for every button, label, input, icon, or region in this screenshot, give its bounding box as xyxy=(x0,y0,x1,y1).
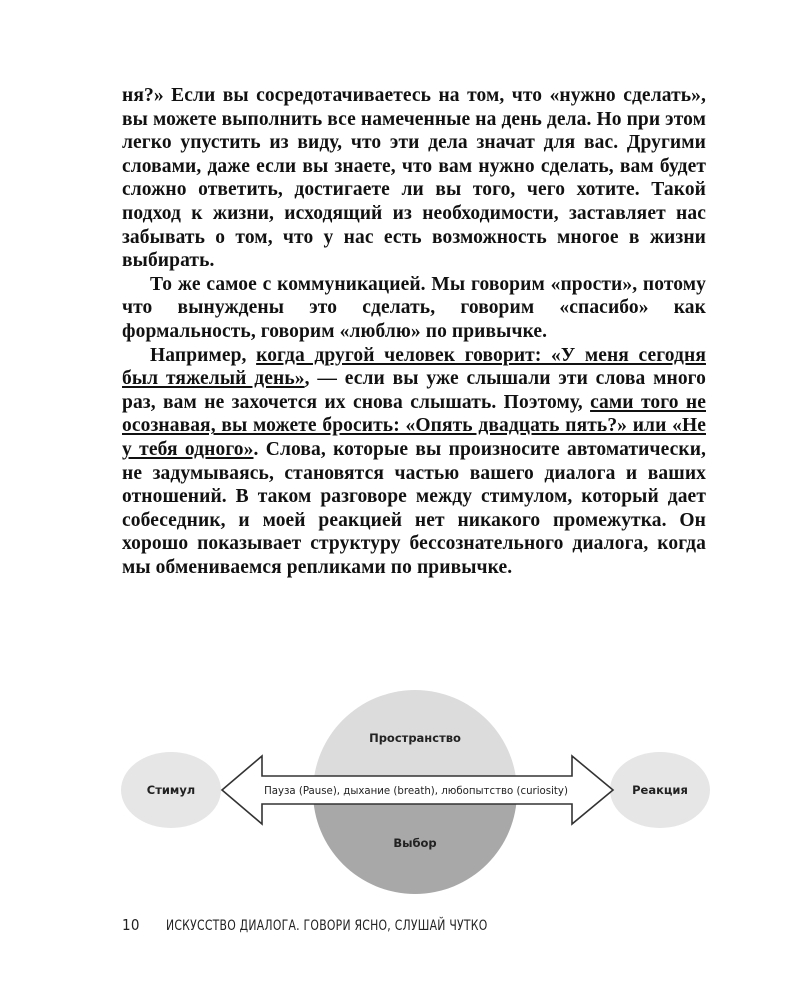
underlined-quote-1: когда другой человек говорит: «У меня сегодня был тяжелый день» xyxy=(122,344,706,390)
space-label: Пространство xyxy=(369,731,461,745)
dialogue-diagram xyxy=(0,690,800,900)
paragraph-3-text-1: Например, xyxy=(150,344,257,366)
paragraph-3-text-2: , — если вы уже слышали эти слова много раз, вам не захочется их снова слышать. Поэтому, xyxy=(122,368,706,413)
paragraph-3-text-3: . Слова, которые вы произносите автоматически, не задумываясь, становятся частью вашего диалога и ваших отношений. В таком разговоре между стимулом, который дает собеседник, и моей реакцией нет никакого промежутка. Он хорошо показывает структуру бессознательного диалога, когда мы обмениваемся репликами по привычке. xyxy=(122,438,707,578)
arrow-label: Пауза (Pause), дыхание (breath), любопытство (curiosity) xyxy=(264,786,568,797)
paragraph-2: То же самое с коммуникацией. Мы говорим «прости», потому что вынуждены это сделать, говорим «спасибо» как формальность, говорим «люблю» по привычке. xyxy=(122,273,706,342)
page-footer xyxy=(122,916,540,934)
paragraph-1: ня?» Если вы сосредотачиваетесь на том, что «нужно сделать», вы можете выполнить все намеченные на день дела. Но при этом легко упустить из виду, что эти дела значат для вас. Другими словами, даже если вы знаете, что вам нужно сделать, вам будет сложно ответить, достигаете ли вы того, чего хотите. Такой подход к жизни, исходящий из необходимости, заставляет нас забывать о том, что у нас есть возможность многое в жизни выбирать. xyxy=(122,85,706,272)
underlined-quote-2: сами того не осознавая, вы можете бросить: «Опять двадцать пять?» или «Не у тебя одного» xyxy=(122,391,706,460)
diagram-svg xyxy=(0,690,800,900)
body-text xyxy=(122,84,706,579)
reaction-label: Реакция xyxy=(632,783,688,797)
choice-label: Выбор xyxy=(393,836,437,850)
page-number: 10 xyxy=(122,916,140,934)
paragraph-3 xyxy=(122,344,706,580)
running-title: ИСКУССТВО ДИАЛОГА. ГОВОРИ ЯСНО, СЛУШАЙ ЧУТКО xyxy=(166,918,488,934)
stimulus-label: Стимул xyxy=(146,783,196,797)
